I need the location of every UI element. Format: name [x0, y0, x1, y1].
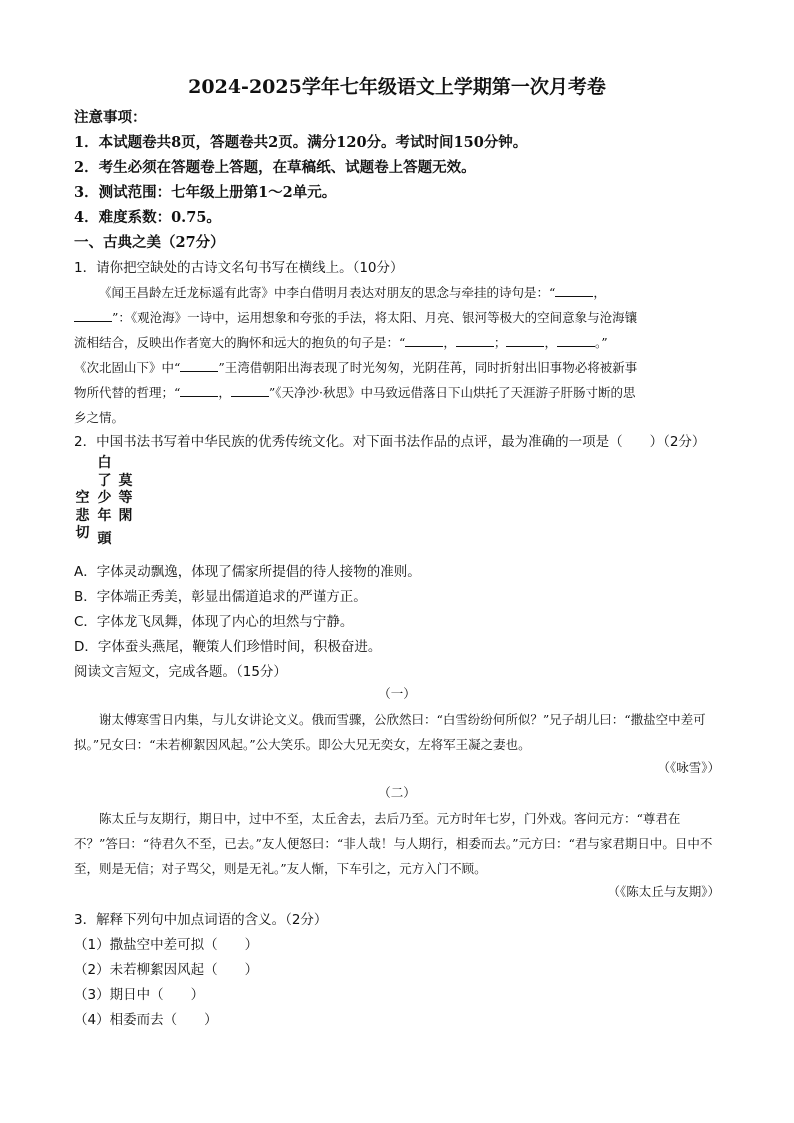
q1-text: 《闻王昌龄左迁龙标遥有此寄》中李白借明月表达对朋友的思念与牵挂的诗句是：“ — [99, 285, 556, 300]
answer-blank[interactable] — [231, 396, 269, 397]
q1-text: 物所代替的哲理；“ — [74, 385, 181, 400]
q1-text: ”《天净沙·秋思》中马致远借落日下山烘托了天涯游子肝肠寸断的思 — [268, 385, 636, 400]
page-title: 2024-2025学年七年级语文上学期第一次月考卷 — [188, 76, 606, 98]
answer-blank[interactable] — [180, 371, 218, 372]
answer-blank[interactable] — [456, 346, 494, 347]
reading-intro: 阅读文言短文，完成各题。（15分） — [74, 664, 287, 680]
question-3-item: （3）期日中（ ） — [74, 987, 205, 1003]
question-3-item: （1）撒盐空中差可拟（ ） — [74, 937, 259, 953]
question-2-stem: 2．中国书法书写着中华民族的优秀传统文化。对下面书法作品的点评，最为准确的一项是（ ）（2分） — [74, 434, 706, 450]
calligraphy-char: 悲 — [75, 508, 90, 524]
q1-text: 乡之情。 — [74, 410, 125, 425]
answer-blank[interactable] — [506, 346, 544, 347]
answer-blank[interactable] — [180, 396, 218, 397]
option-b: B．字体端正秀美，彰显出儒道追求的严谨方正。 — [74, 589, 367, 605]
option-c: C．字体龙飞凤舞，体现了内心的坦然与宁静。 — [74, 614, 354, 630]
passage-1-source: （《咏雪》） — [657, 760, 720, 775]
calligraphy-artwork — [72, 455, 152, 550]
q1-text: ， — [443, 335, 456, 350]
answer-blank[interactable] — [405, 346, 443, 347]
question-3-item: （2）未若柳絮因风起（ ） — [74, 962, 259, 978]
passage-2-source: （《陈太丘与友期》） — [607, 884, 720, 899]
calligraphy-char: 空 — [75, 490, 90, 506]
notice-item: 2．考生必须在答题卷上答题，在草稿纸、试题卷上答题无效。 — [74, 159, 476, 176]
passage-2-label: （二） — [378, 785, 416, 800]
question-3-stem: 3．解释下列句中加点词语的含义。（2分） — [74, 912, 328, 928]
notice-heading: 注意事项： — [74, 109, 147, 126]
q1-text: 。” — [594, 335, 608, 350]
q1-text: 《次北固山下》中“ — [74, 360, 181, 375]
notice-item: 1．本试题卷共8页，答题卷共2页。满分120分。考试时间150分钟。 — [74, 134, 528, 151]
passage-1-label: （一） — [378, 686, 416, 701]
calligraphy-char: 年 — [97, 508, 112, 524]
option-d: D．字体蚕头燕尾，鞭策人们珍惜时间，积极奋进。 — [74, 639, 382, 655]
answer-blank[interactable] — [74, 321, 112, 322]
calligraphy-char: 少 — [97, 490, 112, 506]
calligraphy-char: 等 — [118, 490, 133, 506]
calligraphy-char: 切 — [75, 525, 90, 541]
answer-blank[interactable] — [557, 346, 595, 347]
q1-text: ， — [544, 335, 557, 350]
q1-text: ”王湾借朝阳出海表现了时光匆匆，光阴荏苒，同时折射出旧事物必将被新事 — [218, 360, 638, 375]
q1-text: 流相结合，反映出作者宽大的胸怀和远大的抱负的句子是：“ — [74, 335, 406, 350]
calligraphy-char: 頭 — [97, 531, 112, 547]
passage-2-text: 陈太丘与友期行，期日中，过中不至，太丘舍去，去后乃至。元方时年七岁，门外戏。客问元方：“尊君在不？”答曰：“待君久不至，已去。”友人便怒曰：“非人哉！与人期行，相委而去。”元方曰：“君与家君期日中。日中不至，则是无信；对子骂父，则是无礼。”友人惭，下车引之，元方入门不顾。 — [74, 811, 713, 876]
calligraphy-char: 閑 — [118, 508, 133, 524]
question-1-stem: 1．请你把空缺处的古诗文名句书写在横线上。（10分） — [74, 260, 404, 276]
q1-text: ； — [493, 335, 507, 350]
notice-item: 3．测试范围：七年级上册第1～2单元。 — [74, 184, 337, 201]
calligraphy-char: 白 — [97, 455, 112, 471]
option-a: A．字体灵动飘逸，体现了儒家所提倡的待人接物的准则。 — [74, 564, 421, 580]
question-1-body — [74, 280, 724, 430]
calligraphy-char: 了 — [97, 473, 112, 489]
answer-blank[interactable] — [555, 296, 593, 297]
notice-item: 4．难度系数：0.75。 — [74, 209, 221, 226]
section-heading: 一、古典之美（27分） — [74, 234, 225, 251]
calligraphy-char: 莫 — [118, 473, 133, 489]
passage-1-text: 谢太傅寒雪日内集，与儿女讲论文义。俄而雪骤，公欣然曰：“白雪纷纷何所似？”兄子胡儿曰：“撒盐空中差可拟。”兄女曰：“未若柳絮因风起。”公大笑乐。即公大兄无奕女，左将军王凝之妻也。 — [74, 712, 706, 752]
question-3-item: （4）相委而去（ ） — [74, 1012, 218, 1028]
q1-text: ， — [218, 385, 231, 400]
q1-text: ， — [593, 285, 606, 300]
q1-text: ”：《观沧海》一诗中，运用想象和夸张的手法，将太阳、月亮、银河等极大的空间意象与沧海镶 — [112, 310, 638, 325]
